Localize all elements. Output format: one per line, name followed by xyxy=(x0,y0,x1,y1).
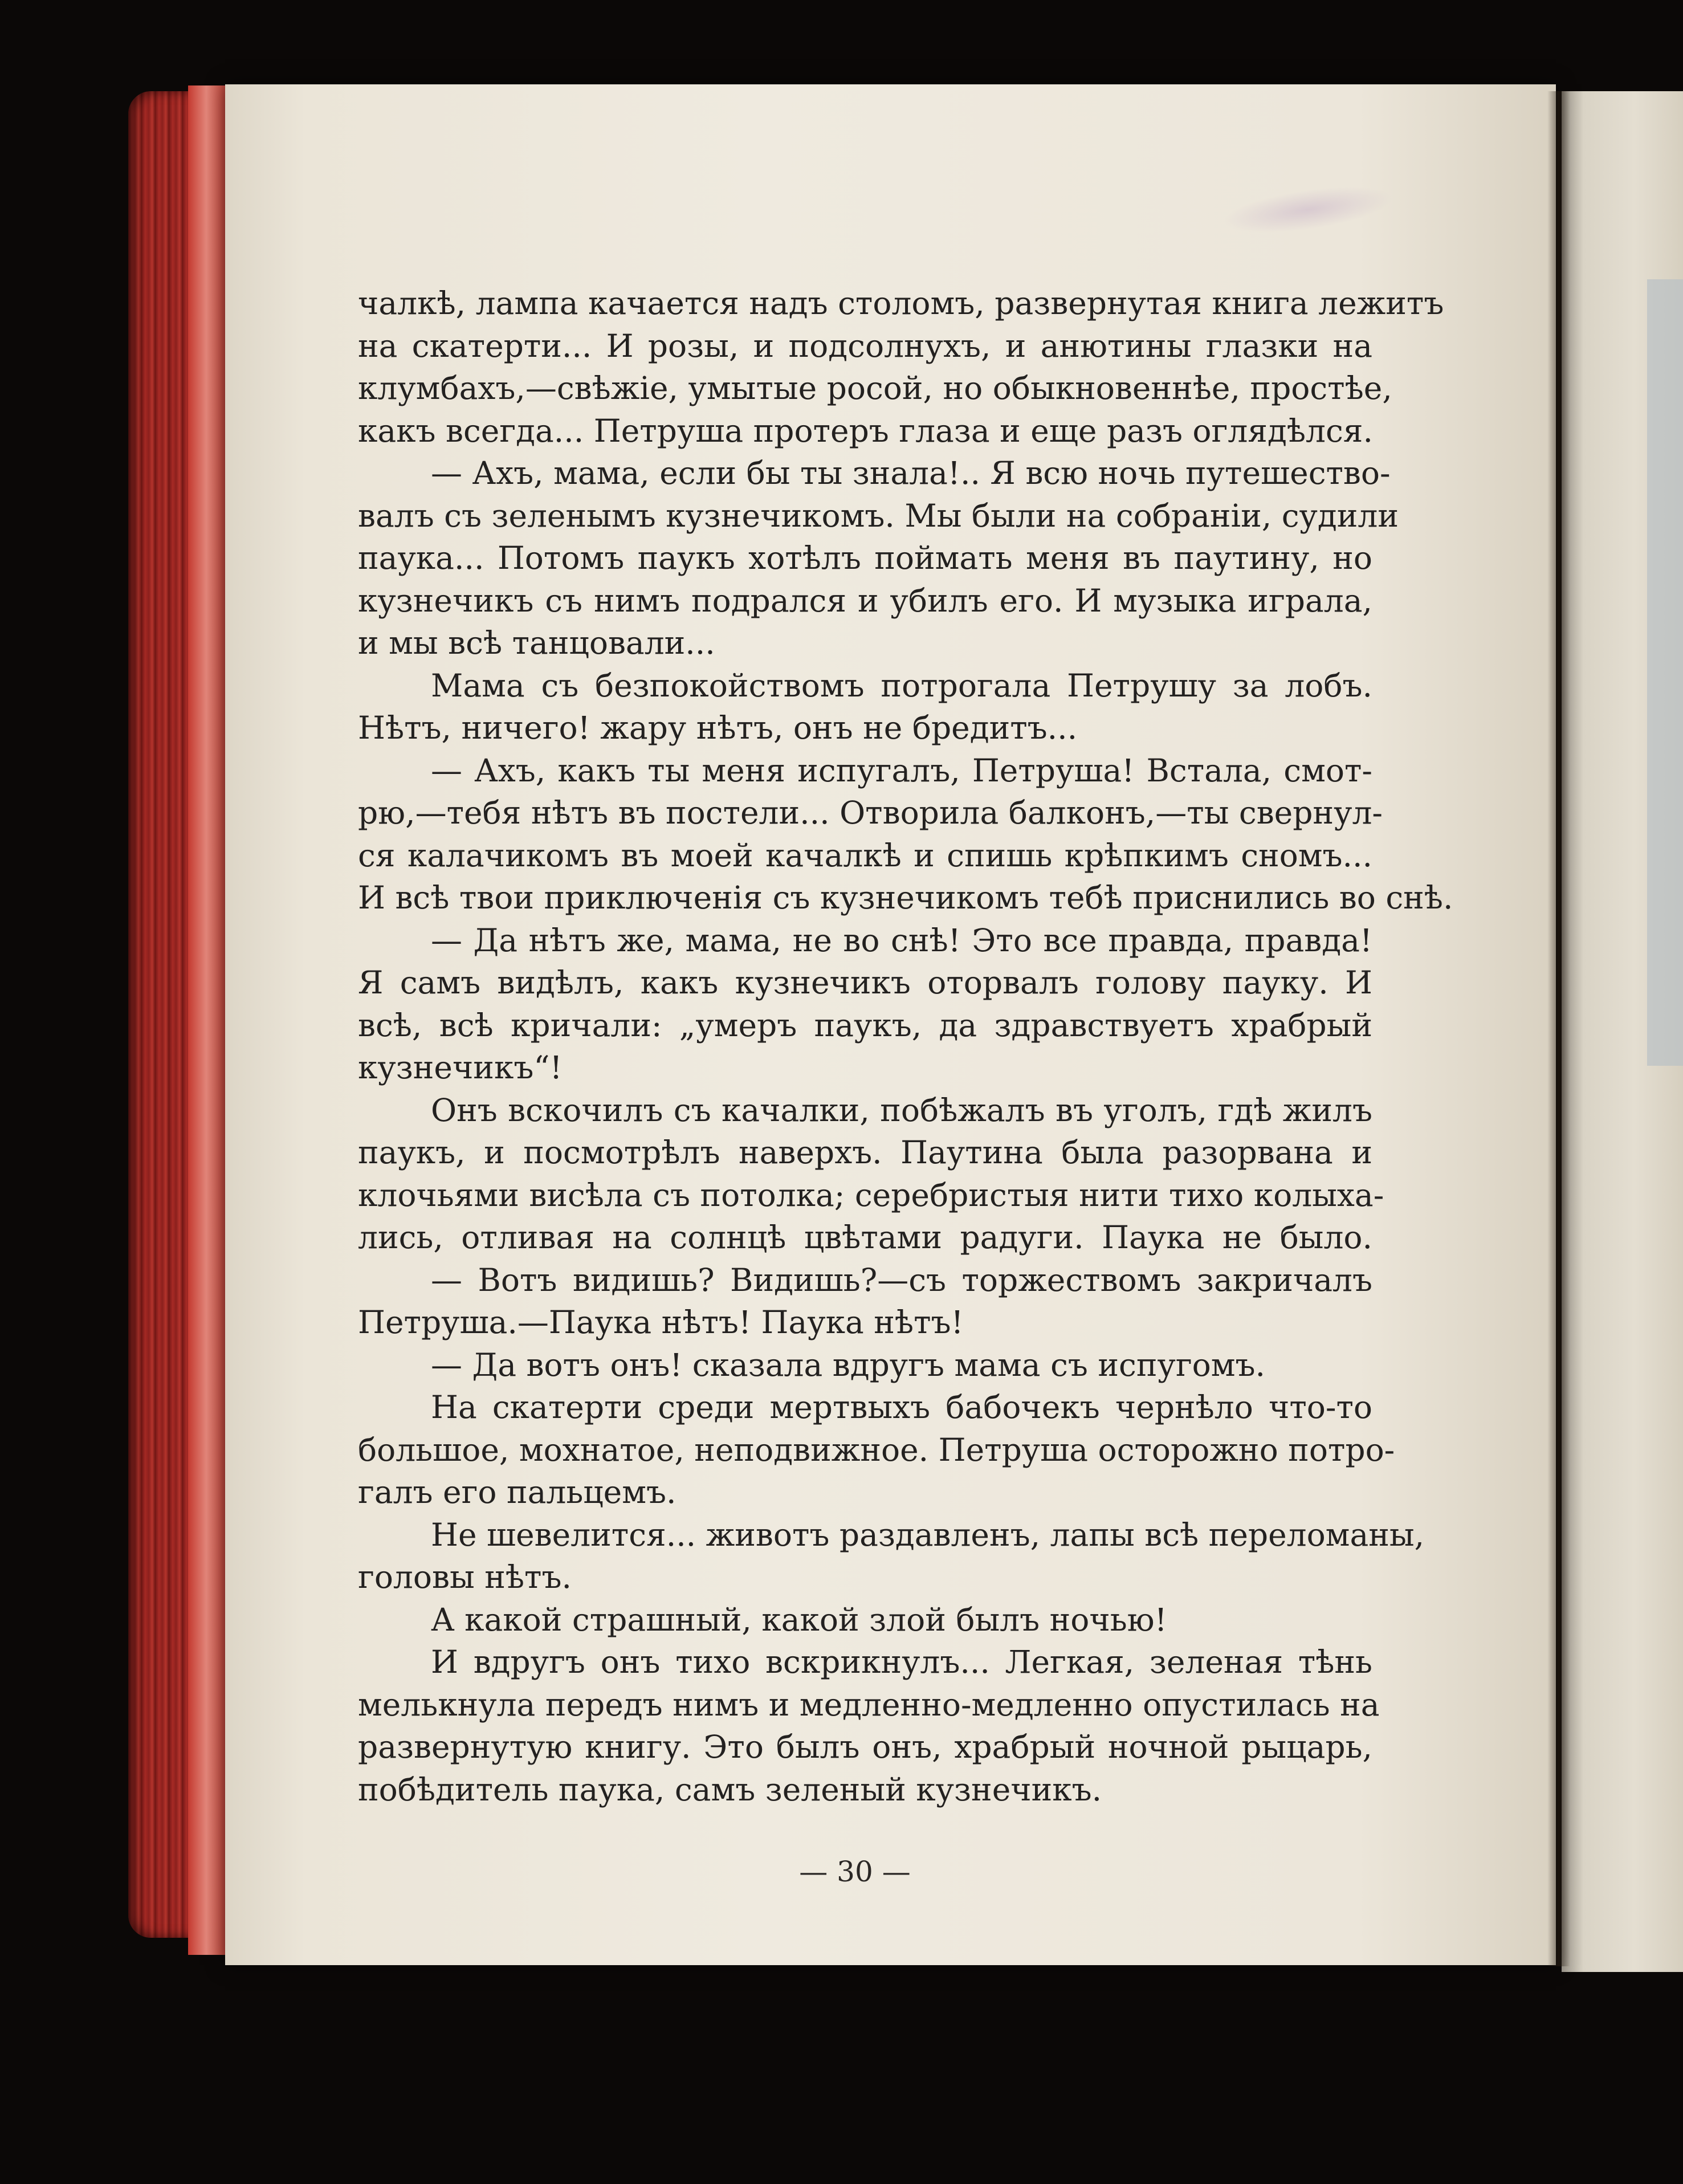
text-line: И вдругъ онъ тихо вскрикнулъ... Легкая, зеленая тѣнь xyxy=(431,1644,1372,1680)
page-text xyxy=(358,282,1453,1811)
text-line: паука... Потомъ паукъ хотѣлъ поймать меня въ паутину, но xyxy=(358,540,1372,576)
text-line: Не шевелится... животъ раздавленъ, лапы всѣ переломаны, xyxy=(431,1516,1425,1553)
text-line: валъ съ зеленымъ кузнечикомъ. Мы были на собраніи, судили xyxy=(358,497,1399,534)
page-stain xyxy=(1221,178,1396,241)
text-line: всѣ, всѣ кричали: „умеръ паукъ, да здравствуетъ храбрый xyxy=(358,1007,1372,1044)
text-line: клочьями висѣла съ потолка; серебристыя нити тихо колыха- xyxy=(358,1176,1384,1213)
text-line: — Да вотъ онъ! сказала вдругъ мама съ испугомъ. xyxy=(431,1346,1266,1383)
book-gutter xyxy=(1547,91,1570,1966)
text-line: И всѣ твои приключенія съ кузнечикомъ тебѣ приснились во снѣ. xyxy=(358,879,1453,916)
page-number: — 30 — xyxy=(799,1855,911,1888)
text-line: Нѣтъ, ничего! жару нѣтъ, онъ не бредитъ... xyxy=(358,710,1078,746)
text-line: — Да нѣтъ же, мама, не во снѣ! Это все правда, правда! xyxy=(431,922,1372,959)
text-line: головы нѣтъ. xyxy=(358,1559,572,1595)
text-line: лись, отливая на солнцѣ цвѣтами радуги. Паука не было. xyxy=(358,1219,1372,1256)
right-page-bleed-through xyxy=(1647,279,1683,1066)
text-line: рю,—тебя нѣтъ въ постели... Отворила балконъ,—ты свернул- xyxy=(358,794,1383,831)
text-line: — Ахъ, какъ ты меня испугалъ, Петруша! Встала, смот- xyxy=(431,752,1372,789)
text-line: кузнечикъ“! xyxy=(358,1049,563,1086)
text-line: ся калачикомъ въ моей качалкѣ и спишь крѣпкимъ сномъ... xyxy=(358,837,1372,874)
text-line: мелькнула передъ нимъ и медленно-медленно опустилась на xyxy=(358,1686,1380,1723)
text-line: Мама съ безпокойствомъ потрогала Петрушу за лобъ. xyxy=(431,667,1372,704)
text-line: чалкѣ, лампа качается надъ столомъ, развернутая книга лежитъ xyxy=(358,285,1444,321)
text-line: Петруша.—Паука нѣтъ! Паука нѣтъ! xyxy=(358,1304,964,1340)
text-line: кузнечикъ съ нимъ подрался и убилъ его. И музыка играла, xyxy=(358,582,1372,619)
text-line: На скатерти среди мертвыхъ бабочекъ чернѣло что-то xyxy=(431,1389,1372,1425)
text-line: паукъ, и посмотрѣлъ наверхъ. Паутина была разорвана и xyxy=(358,1134,1372,1171)
text-line: на скатерти... И розы, и подсолнухъ, и анютины глазки на xyxy=(358,327,1372,364)
text-line: побѣдитель паука, самъ зеленый кузнечикъ. xyxy=(358,1771,1102,1808)
text-line: — Вотъ видишь? Видишь?—съ торжествомъ закричалъ xyxy=(431,1261,1372,1298)
text-line: большое, мохнатое, неподвижное. Петруша осторожно потро- xyxy=(358,1431,1395,1468)
text-line: галъ его пальцемъ. xyxy=(358,1474,677,1510)
text-line: развернутую книгу. Это былъ онъ, храбрый ночной рыцарь, xyxy=(358,1729,1372,1765)
text-line: и мы всѣ танцовали... xyxy=(358,625,715,661)
text-line: какъ всегда... Петруша протеръ глаза и еще разъ оглядѣлся. xyxy=(358,412,1373,449)
text-line: А какой страшный, какой злой былъ ночью! xyxy=(431,1601,1167,1638)
text-line: клумбахъ,—свѣжіе, умытые росой, но обыкновеннѣе, простѣе, xyxy=(358,370,1392,406)
text-line: Я самъ видѣлъ, какъ кузнечикъ оторвалъ голову пауку. И xyxy=(358,964,1372,1001)
text-line: — Ахъ, мама, если бы ты знала!.. Я всю ночь путешество- xyxy=(431,455,1391,491)
text-line: Онъ вскочилъ съ качалки, побѣжалъ въ уголъ, гдѣ жилъ xyxy=(431,1091,1372,1128)
